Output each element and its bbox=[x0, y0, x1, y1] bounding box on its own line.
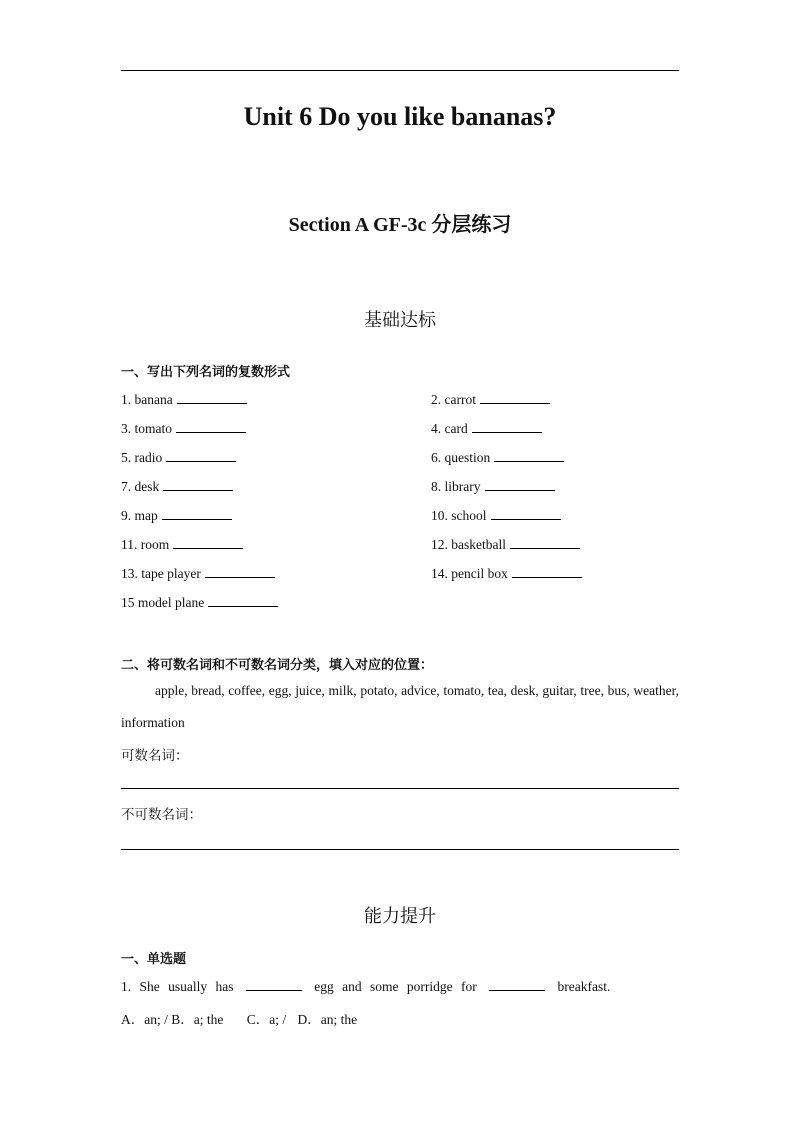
vocab-item: 4. card bbox=[431, 420, 542, 437]
answer-blank[interactable] bbox=[173, 536, 243, 549]
answer-blank[interactable] bbox=[162, 507, 232, 520]
vocab-item: 7. desk bbox=[121, 478, 233, 495]
answer-blank[interactable] bbox=[480, 391, 550, 404]
vocab-item: 2. carrot bbox=[431, 391, 550, 408]
countable-answer-line[interactable] bbox=[121, 788, 679, 789]
option-a[interactable]: A．an; / bbox=[121, 1012, 168, 1027]
answer-blank[interactable] bbox=[485, 478, 555, 491]
question-1-options bbox=[121, 1008, 357, 1028]
option-d[interactable]: D．an; the bbox=[297, 1012, 358, 1027]
answer-blank[interactable] bbox=[246, 978, 302, 991]
answer-blank[interactable] bbox=[510, 536, 580, 549]
vocab-item: 3. tomato bbox=[121, 420, 246, 437]
answer-blank[interactable] bbox=[163, 478, 233, 491]
answer-blank[interactable] bbox=[176, 420, 246, 433]
vocab-item: 10. school bbox=[431, 507, 561, 524]
answer-blank[interactable] bbox=[166, 449, 236, 462]
answer-blank[interactable] bbox=[472, 420, 542, 433]
answer-blank[interactable] bbox=[208, 594, 278, 607]
uncountable-label: 不可数名词： bbox=[121, 807, 202, 823]
question-1: 1. She usually has egg and some porridge for breakfast. bbox=[121, 979, 611, 994]
page-title: Unit 6 Do you like bananas? bbox=[243, 102, 557, 131]
answer-blank[interactable] bbox=[489, 978, 545, 991]
answer-blank[interactable] bbox=[491, 507, 561, 520]
vocab-item: 12. basketball bbox=[431, 536, 580, 553]
section-subtitle: Section A GF-3c 分层练习 bbox=[288, 214, 512, 236]
uncountable-answer-line[interactable] bbox=[121, 849, 679, 850]
vocab-item: 1. banana bbox=[121, 391, 247, 408]
vocab-item: 15 model plane bbox=[121, 594, 278, 611]
word-bank: apple, bread, coffee, egg, juice, milk, potato, advice, tomato, tea, desk, guitar, tree, bus, weather, information bbox=[121, 683, 679, 730]
vocab-item: 8. library bbox=[431, 478, 555, 495]
part3-heading: 一、单选题 bbox=[121, 952, 187, 967]
vocab-item: 9. map bbox=[121, 507, 232, 524]
part2-heading: 二、将可数名词和不可数名词分类，填入对应的位置： bbox=[121, 658, 434, 673]
option-b[interactable]: B．a; the bbox=[171, 1012, 224, 1027]
vocab-item: 13. tape player bbox=[121, 565, 275, 582]
answer-blank[interactable] bbox=[512, 565, 582, 578]
answer-blank[interactable] bbox=[205, 565, 275, 578]
option-c[interactable]: C．a; / bbox=[246, 1012, 287, 1027]
vocab-item: 11. room bbox=[121, 536, 243, 553]
level-heading-basic: 基础达标 bbox=[364, 310, 436, 331]
part1-heading: 一、写出下列名词的复数形式 bbox=[121, 365, 291, 380]
header-rule bbox=[121, 70, 679, 71]
countable-label: 可数名词： bbox=[121, 748, 189, 764]
answer-blank[interactable] bbox=[177, 391, 247, 404]
vocab-item: 14. pencil box bbox=[431, 565, 582, 582]
answer-blank[interactable] bbox=[494, 449, 564, 462]
vocab-item: 6. question bbox=[431, 449, 564, 466]
level-heading-advanced: 能力提升 bbox=[364, 906, 436, 927]
vocab-item: 5. radio bbox=[121, 449, 236, 466]
